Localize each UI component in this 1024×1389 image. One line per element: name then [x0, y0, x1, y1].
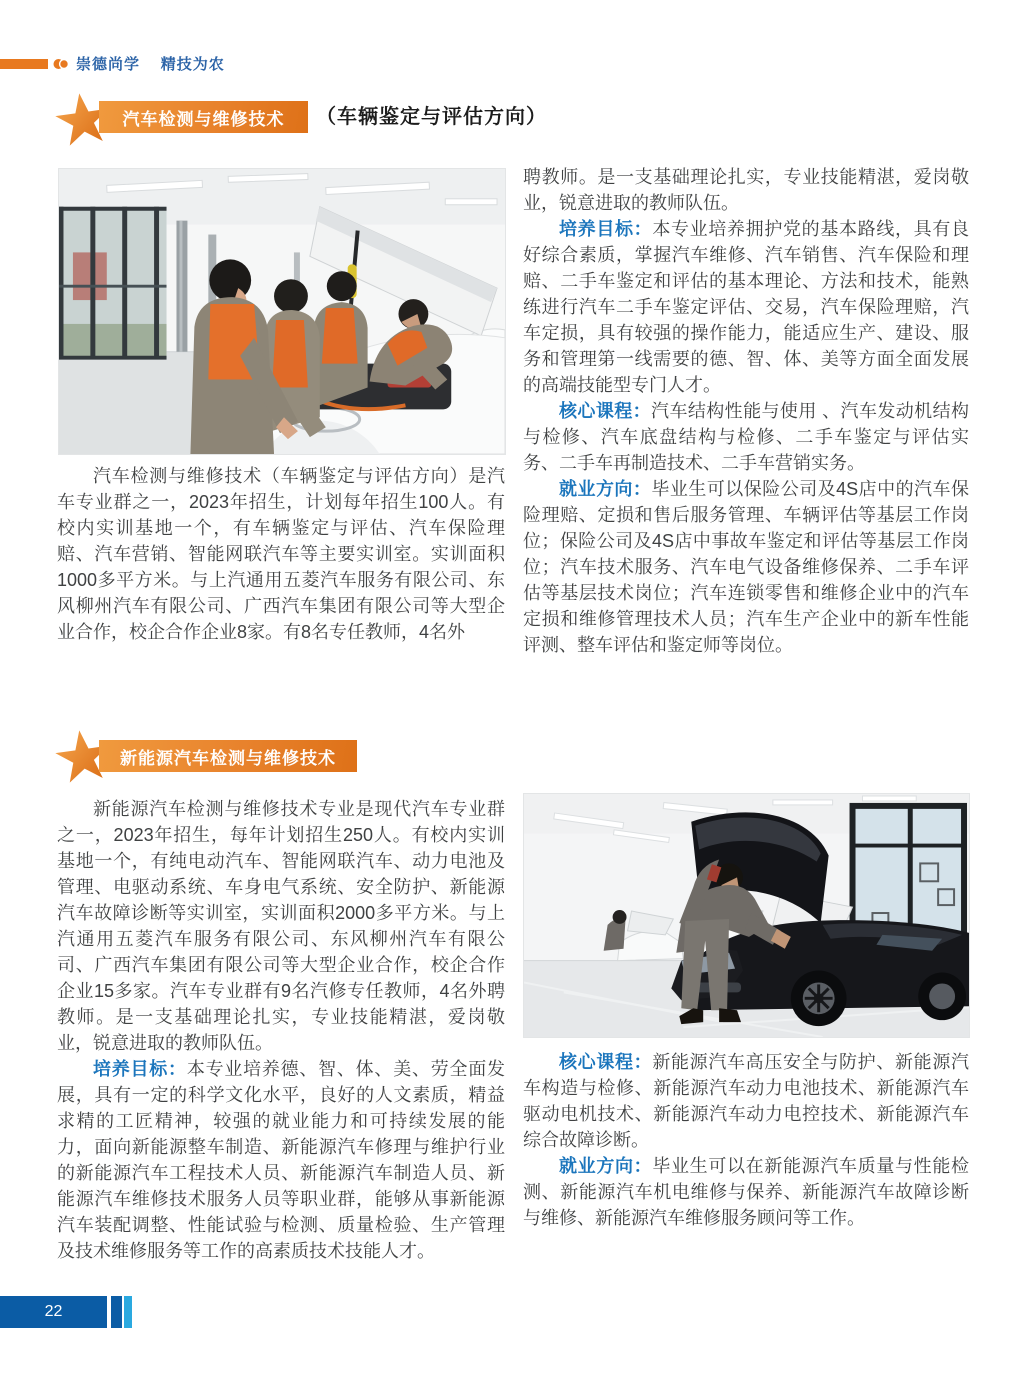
window-wall [59, 207, 167, 358]
career-label: 就业方向： [559, 479, 652, 499]
header-accent-bar [0, 59, 48, 69]
section2-intro-paragraph: 新能源汽车检测与维修技术专业是现代汽车专业群之一，2023年招生，每年计划招生250人。有校内实训基地一个，有纯电动汽车、智能网联汽车、动力电池及管理、电驱动系统、车身电气系统、安全防护、新能源汽车故障诊断等实训室，实训面积2000多平方米。与上汽通用五菱汽车服务有限公司、东风柳州汽车有限公司、广西汽车集团有限公司等大型企业合作，校企合作企业15多家。汽车专业群有9名汽修专任教师，4名外聘教师。是一支基础理论扎实，专业技能精湛，爱岗敬业，锐意进取的教师队伍。 [57, 799, 505, 1053]
section2-right-column [523, 1049, 969, 1231]
motto-right: 精技为农 [160, 57, 225, 73]
goal-text: 本专业培养德、智、体、美、劳全面发展，具有一定的科学文化水平，良好的人文素质，精益求精的工匠精神，较强的就业能力和可持续发展的能力，面向新能源整车制造、新能源汽车修理与维护行业的新能源汽车工程技术人员、新能源汽车制造人员、新能源汽车维修技术服务人员等职业群，能够从事新能源汽车装配调整、性能试验与检测、质量检验、生产管理及技术维修服务等工作的高素质技术技能人才。 [57, 1059, 506, 1261]
section2-career-paragraph [523, 1153, 969, 1231]
section1-left-column [57, 463, 505, 645]
section1-title: 汽车检测与维修技术 [122, 109, 285, 129]
career-label: 就业方向： [559, 1156, 653, 1176]
goal-label: 培养目标： [93, 1059, 187, 1079]
section2-courses-paragraph [523, 1049, 969, 1153]
section1-career-paragraph [523, 476, 969, 658]
section1-title-banner [99, 101, 308, 133]
school-motto [76, 53, 225, 74]
courses-text: 新能源汽车高压安全与防护、新能源汽车构造与检修、新能源汽车动力电池技术、新能源汽车驱动电机技术、新能源汽车动力电控技术、新能源汽车综合故障诊断。 [523, 1052, 970, 1150]
workshop-scene [59, 169, 505, 454]
motto-left: 崇德尚学 [76, 57, 141, 73]
section1-courses-paragraph [523, 398, 969, 476]
courses-text: 汽车结构性能与使用 、汽车发动机结构与检修、汽车底盘结构与检修、二手车鉴定与评估实务、二手车再制造技术、二手车营销实务。 [523, 401, 970, 473]
section1-goal-paragraph [523, 216, 969, 398]
section1-right-column [523, 164, 969, 658]
page-number: 22 [44, 1303, 63, 1320]
section2-title: 新能源汽车检测与维修技术 [120, 748, 336, 768]
section1-continued-paragraph: 聘教师。是一支基础理论扎实，专业技能精湛，爱岗敬业，锐意进取的教师队伍。 [523, 167, 969, 213]
photo-new-energy-car-workshop [523, 793, 970, 1038]
section1-intro-paragraph: 汽车检测与维修技术（车辆鉴定与评估方向）是汽车专业群之一，2023年招生，计划每年招生100人。有校内实训基地一个，有车辆鉴定与评估、汽车保险理赔、汽车营销、智能网联汽车等主要实训室。实训面积1000多平方米。与上汽通用五菱汽车服务有限公司、东风柳州汽车有限公司、广西汽车集团有限公司等大型企业合作，校企合作企业8家。有8名专任教师，4名外 [57, 466, 505, 642]
goal-text: 本专业培养拥护党的基本路线，具有良好综合素质，掌握汽车维修、汽车销售、汽车保险和理赔、二手车鉴定和评估的基本理论、方法和技术，能熟练进行汽车二手车鉴定评估、交易，汽车保险理赔，汽车定损，具有较强的操作能力，能适应生产、建设、服务和管理第一线需要的德、智、体、美等方面全面发展的高端技能型专门人才。 [523, 219, 970, 395]
footer-accent-dark [111, 1296, 122, 1328]
career-text: 毕业生可以在新能源汽车质量与性能检测、新能源汽车机电维修与保养、新能源汽车故障诊断与维修、新能源汽车维修服务顾问等工作。 [523, 1156, 970, 1228]
school-logo-icon [53, 57, 69, 71]
page-number-bar [0, 1296, 107, 1328]
goal-label: 培养目标： [559, 219, 653, 239]
footer-accent-light [124, 1296, 132, 1328]
photo-students-engine-inspection [58, 168, 506, 455]
section2-title-banner [99, 740, 357, 772]
showroom-scene [524, 794, 969, 1037]
courses-label: 核心课程： [559, 1052, 653, 1072]
section2-goal-paragraph [57, 1056, 505, 1264]
section1-subtitle: （车辆鉴定与评估方向） [316, 106, 547, 128]
career-text: 毕业生可以保险公司及4S店中的汽车保险理赔、定损和售后服务管理、车辆评估等基层工作岗位；保险公司及4S店中事故车鉴定和评估等基层工作岗位；汽车技术服务、汽车电气设备维修保养、二手车评估等基层技术岗位；汽车连锁零售和维修企业中的汽车定损和维修管理技术人员；汽车生产企业中的新车性能评测、整车评估和鉴定师等岗位。 [523, 479, 970, 655]
courses-label: 核心课程： [559, 401, 652, 421]
section2-left-column [57, 796, 505, 1264]
